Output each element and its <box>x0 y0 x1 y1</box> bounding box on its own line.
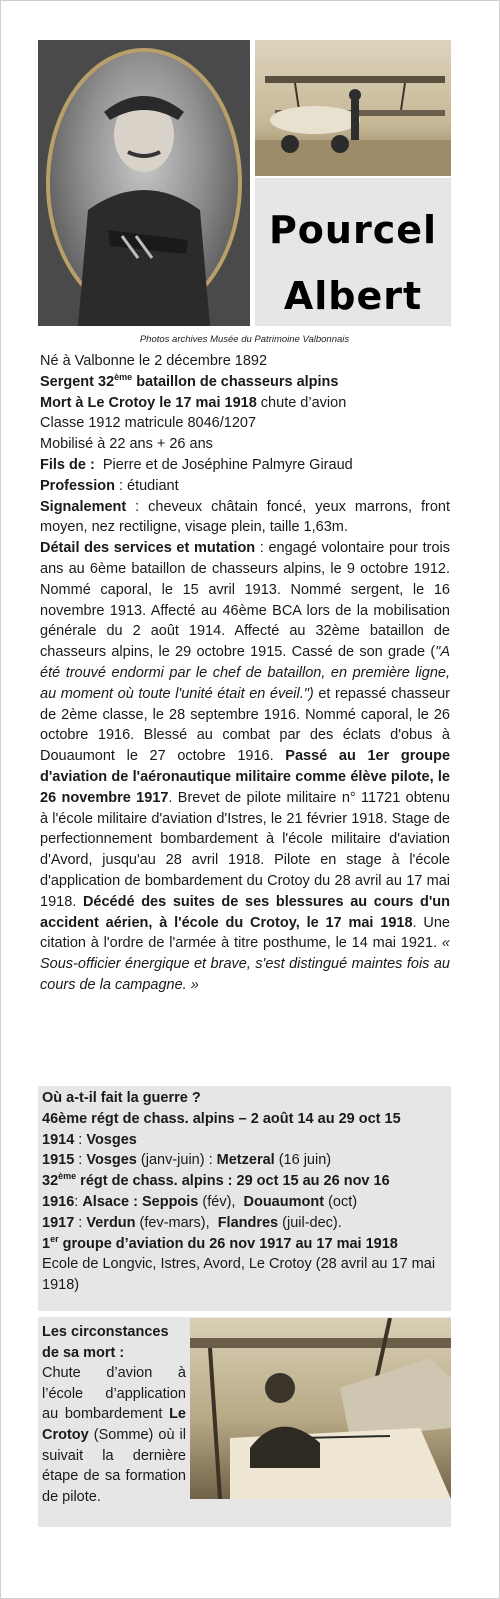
detail-text-1: : engagé volontaire pour trois ans au 6ème bataillon de chasseurs alpins, le 9 octobre 1912. Nommé caporal, le 15 avril 1913. Nommé sergent, le 16 novembre 1913. Affecté au 46ème BCA lors de la mobilisation générale du 2 août 1914. Affecté au 32ème bataillon de chasseurs alpins, le 29 octobre 1915. Cassé de son grade ( <box>40 540 451 661</box>
death-bold: Mort à Le Crotoy le 17 mai 1918 <box>40 394 257 411</box>
death-heading: Les circonstances de sa mort : <box>42 1324 169 1361</box>
detail-label: Détail des services et mutation <box>40 540 256 557</box>
regt32-pre: 32 <box>42 1173 59 1190</box>
year-1917-line <box>42 1213 448 1234</box>
rank-text: Sergent 32 <box>40 373 115 390</box>
y1917-place-1: Verdun <box>86 1214 136 1231</box>
y1915-sep: : <box>74 1152 87 1169</box>
name-panel <box>255 178 451 326</box>
biography <box>40 351 450 996</box>
portrait-photo <box>38 40 250 326</box>
aviation-post: groupe d’aviation du 26 nov 1917 au 17 mai 1918 <box>58 1235 398 1252</box>
aviation-sup: er <box>50 1233 59 1244</box>
year-1916: 1916 <box>42 1193 75 1210</box>
death-text-post: (Somme) où il suivait la dernière étape de sa formation de pilote. <box>42 1426 186 1505</box>
war-text <box>42 1088 448 1296</box>
rank-sup: ème <box>114 371 133 382</box>
y1916-place-2: Douaumont <box>243 1193 325 1210</box>
soldier-portrait-image <box>38 40 250 326</box>
y1917-sep: : <box>74 1214 87 1231</box>
y1914-place: Vosges <box>86 1131 137 1148</box>
y1914-sep: : <box>74 1131 87 1148</box>
regt46-line: 46ème régt de chass. alpins – 2 août 14 au 29 oct 15 <box>42 1110 401 1127</box>
war-heading: Où a-t-il fait la guerre ? <box>42 1090 201 1106</box>
detail-quote-1: "A été trouvé endormi par le chef de bataillon, en première ligne, au moment où toute l'unité était en éveil.") <box>40 644 450 702</box>
death-text-pre: Chute d’avion à l’école d’application au bombardement <box>42 1365 186 1423</box>
y1916-mid: (fév), <box>198 1193 244 1210</box>
surname: Pourcel <box>268 208 438 252</box>
classe-line: Classe 1912 matricule 8046/1207 <box>40 415 257 432</box>
year-1915: 1915 <box>42 1152 75 1169</box>
y1917-place-2: Flandres <box>217 1214 279 1231</box>
profession-value: : étudiant <box>114 477 179 494</box>
fils-value: Pierre et de Joséphine Palmyre Giraud <box>94 456 353 473</box>
first-name: Albert <box>283 274 423 318</box>
y1917-end: (juil-dec). <box>278 1214 342 1231</box>
detail-text-3: . Brevet de pilote militaire n° 11721 obtenu à l'école militaire d'aviation d'Istres, le 21 février 1918. Stage de perfectionnement bombardement à l'école militaire d'aviation d'Avord, jusqu'au 28 avril 1918. Pilote en stage à l'école d'application de bombardement du Crotoy du 28 avril au 17 mai 1918. <box>40 789 450 910</box>
birth-line: Né à Valbonne le 2 décembre 1892 <box>40 353 268 369</box>
fils-label: Fils de : <box>40 456 95 473</box>
detail-paragraph <box>40 538 450 996</box>
year-1914-line <box>42 1130 448 1151</box>
regt32-line <box>42 1173 390 1189</box>
regt32-sup: ème <box>58 1171 77 1182</box>
y1915-end: (16 juin) <box>274 1152 332 1169</box>
detail-bold-2: Décédé des suites de ses blessures au cours d'un accident aérien, à l'école du Crotoy, le 17 mai 1918 <box>40 893 450 931</box>
aviation-line <box>42 1233 398 1252</box>
y1917-mid: (fev-mars), <box>135 1214 218 1231</box>
death-text-bold: Le Crotoy <box>42 1406 186 1443</box>
year-1917: 1917 <box>42 1214 75 1231</box>
year-1916-line <box>42 1192 448 1213</box>
fils-line <box>40 455 450 476</box>
schools-line: Ecole de Longvic, Istres, Avord, Le Crotoy (28 avril au 17 mai 1918) <box>42 1256 436 1294</box>
aviation-pre: 1 <box>42 1235 51 1252</box>
signalement-label: Signalement <box>40 498 127 515</box>
y1915-place-1: Vosges <box>86 1152 137 1169</box>
y1915-mid: (janv-juin) : <box>136 1152 217 1169</box>
detail-text-2: et repassé chasseur de 2ème classe, le 28 septembre 1916. Nommé caporal, le 26 octobre 1916. Blessé au combat par des éclats d'obus à Douaumont le 27 octobre 1916. <box>40 685 450 765</box>
y1916-place-1: Alsace : Seppois <box>82 1193 199 1210</box>
profession-line <box>40 476 450 497</box>
death-line <box>40 393 450 414</box>
photo-credit: Photos archives Musée du Patrimoine Valbonnais <box>139 334 350 345</box>
regt32-post: régt de chass. alpins : 29 oct 15 au 26 nov 16 <box>76 1173 390 1190</box>
year-1914: 1914 <box>42 1131 75 1148</box>
profession-label: Profession <box>40 477 115 494</box>
signalement-line <box>40 497 450 539</box>
mobilise-line: Mobilisé à 22 ans + 26 ans <box>40 436 213 453</box>
signalement-value: : cheveux châtain foncé, yeux marrons, front moyen, nez rectiligne, visage plein, taille 1,63m. <box>40 498 450 536</box>
pilot-cockpit-image <box>190 1318 451 1499</box>
y1915-place-2: Metzeral <box>216 1152 275 1169</box>
rank-line <box>40 372 450 393</box>
detail-bold-1: Passé au 1er groupe d'aviation de l'aéronautique militaire comme élève pilote, le 26 novembre 1917 <box>40 748 451 806</box>
detail-quote-2: « Sous-officier énergique et brave, s'est distingué maintes fois au cours de la campagne. » <box>40 935 450 993</box>
y1916-end: (oct) <box>324 1193 358 1210</box>
biplane-photo <box>255 40 451 176</box>
rank-text-2: bataillon de chasseurs alpins <box>132 373 339 390</box>
biplane-image <box>255 40 451 176</box>
year-1915-line <box>42 1150 448 1171</box>
y1916-sep: : <box>74 1193 83 1210</box>
death-rest: chute d’avion <box>256 394 347 411</box>
death-text <box>42 1322 186 1507</box>
detail-text-4: . Une citation à l'ordre de l'armée à titre posthume, le 14 mai 1921. <box>40 914 450 952</box>
pilot-cockpit-photo <box>190 1318 451 1499</box>
